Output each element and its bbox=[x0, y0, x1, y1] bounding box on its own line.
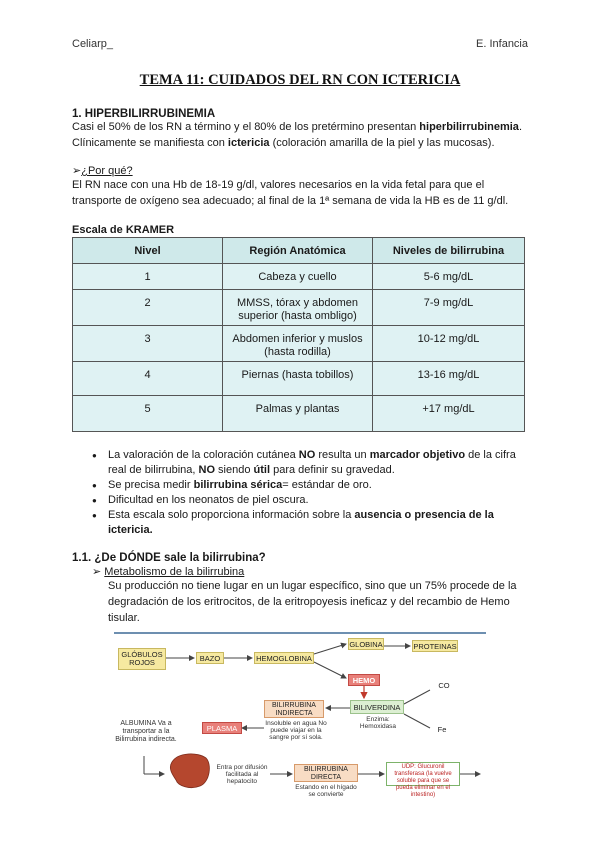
col-bili: Niveles de bilirrubina bbox=[373, 238, 525, 264]
b1-bold: NO bbox=[298, 449, 316, 461]
entra-note: Entra por difusión facilitada al hepatocito bbox=[216, 764, 268, 785]
s1-text-2: . bbox=[518, 121, 522, 133]
b4-bold: ausencia o presencia de la ictericia. bbox=[108, 509, 494, 536]
b1-bold: NO bbox=[198, 464, 215, 476]
cell-region: Abdomen inferior y muslos (hasta rodilla) bbox=[223, 326, 373, 362]
b1-bold: útil bbox=[253, 464, 271, 476]
section11-sub-label: Metabolismo de la bilirrubina bbox=[104, 566, 245, 578]
s1-bold-icteria: ictericia bbox=[227, 137, 270, 149]
b2-text: Se precisa medir bbox=[108, 479, 194, 491]
box-globina: GLOBINA bbox=[349, 640, 383, 649]
page-title: TEMA 11: CUIDADOS DEL RN CON ICTERICIA bbox=[139, 72, 461, 88]
table-row bbox=[73, 264, 525, 290]
list-item bbox=[92, 448, 532, 478]
bili-indirecta-note: Insoluble en agua No puede viajar en la sangre por sí sola. bbox=[265, 720, 327, 741]
cell-region: MMSS, tórax y abdomen superior (hasta ombligo) bbox=[223, 290, 373, 326]
b2-text: = estándar de oro. bbox=[282, 479, 372, 491]
cell-bili: 7-9 mg/dL bbox=[373, 290, 525, 326]
header-right: E. Infancia bbox=[476, 38, 528, 50]
kramer-notes-list bbox=[92, 448, 532, 538]
why-label: ¿Por qué? bbox=[81, 165, 133, 177]
label-fe: Fe bbox=[437, 725, 447, 734]
header-left: Celiarp_ bbox=[72, 38, 113, 50]
col-nivel: Nivel bbox=[73, 238, 223, 264]
box-plasma: PLASMA bbox=[202, 722, 242, 734]
enzima-note: Enzima: Hemoxidasa bbox=[359, 716, 397, 730]
arrow-icon: ➢ bbox=[72, 165, 82, 177]
b1-text: La valoración de la coloración cutánea bbox=[108, 449, 299, 461]
arrow-icon: ➢ bbox=[92, 566, 102, 578]
box-biliverdina: BILIVERDINA bbox=[350, 700, 404, 714]
box-udp: UDP: Glucuronil transferasa (la vuelve soluble para que se pueda eliminar en el intestino) bbox=[386, 762, 460, 786]
cell-bili: 5-6 mg/dL bbox=[373, 264, 525, 290]
albumina-note: ALBUMINA Va a transportar a la Bilirrubina indirecta. bbox=[115, 720, 177, 743]
cell-region: Palmas y plantas bbox=[223, 396, 373, 432]
s1-text-1: Casi el 50% de los RN a término y el 80% de los pretérmino presentan bbox=[72, 121, 420, 133]
s11-line-2: degradación de los eritrocitos, de la eritropoyesis ineficaz y del recambio de Hemo bbox=[108, 596, 510, 608]
b1-bold: marcador objetivo bbox=[369, 449, 466, 461]
table-row bbox=[73, 290, 525, 326]
kramer-table bbox=[72, 237, 525, 432]
col-region: Región Anatómica bbox=[223, 238, 373, 264]
b4-text: Esta escala solo proporciona información sobre la bbox=[108, 509, 355, 521]
box-hemo: HEMO bbox=[348, 674, 380, 686]
why-paragraph bbox=[72, 177, 542, 209]
b2-bold: bilirrubina sérica bbox=[193, 479, 283, 491]
table-row bbox=[73, 326, 525, 362]
box-globulos: GLÓBULOS ROJOS bbox=[118, 648, 166, 670]
section1-paragraph bbox=[72, 119, 542, 151]
box-hemoglobina: HEMOGLOBINA bbox=[254, 652, 314, 664]
list-item bbox=[92, 478, 532, 493]
b1-text: resulta un bbox=[315, 449, 370, 461]
section11-paragraph bbox=[108, 578, 528, 626]
s11-line-1: Su producción no tiene lugar en un lugar específico, sino que un 75% procede de la bbox=[108, 580, 517, 592]
bili-directa-note: Estando en el hígado se convierte bbox=[295, 784, 357, 798]
b1-text: de la cifra real de bilirrubina, bbox=[108, 449, 516, 476]
cell-bili: +17 mg/dL bbox=[373, 396, 525, 432]
bilirubin-metabolism-diagram bbox=[114, 634, 486, 808]
liver-icon bbox=[170, 754, 209, 788]
cell-nivel: 4 bbox=[73, 362, 223, 396]
box-bazo: BAZO bbox=[196, 652, 224, 664]
cell-bili: 13-16 mg/dL bbox=[373, 362, 525, 396]
kramer-title: Escala de KRAMER bbox=[72, 224, 175, 236]
why-line-1: El RN nace con una Hb de 18-19 g/dl, valores necesarios en la vida fetal para que el bbox=[72, 179, 485, 191]
section11-heading: 1.1. ¿De DÓNDE sale la bilirrubina? bbox=[72, 552, 266, 564]
cell-region: Piernas (hasta tobillos) bbox=[223, 362, 373, 396]
s1-text-3: Clínicamente se manifiesta con bbox=[72, 137, 228, 149]
cell-region: Cabeza y cuello bbox=[223, 264, 373, 290]
label-co: CO bbox=[438, 681, 450, 690]
why-line-2: transporte de oxígeno sea adecuado; al final de la 1ª semana de vida la HB es de 11 g/dl. bbox=[72, 195, 509, 207]
box-bili-indirecta: BILIRRUBINA INDIRECTA bbox=[264, 700, 324, 718]
cell-bili: 10-12 mg/dL bbox=[373, 326, 525, 362]
cell-nivel: 3 bbox=[73, 326, 223, 362]
box-bili-directa: BILIRRUBINA DIRECTA bbox=[294, 764, 358, 782]
table-row bbox=[73, 396, 525, 432]
b1-text: para definir su gravedad. bbox=[270, 464, 395, 476]
s11-line-3: tisular. bbox=[108, 612, 140, 624]
table-row bbox=[73, 362, 525, 396]
list-item: ● Dificultad en los neonatos de piel oscura. bbox=[92, 493, 532, 508]
b1-text: siendo bbox=[215, 464, 254, 476]
s1-bold-hiper: hiperbilirrubinemia bbox=[419, 121, 519, 133]
cell-nivel: 1 bbox=[73, 264, 223, 290]
cell-nivel: 5 bbox=[73, 396, 223, 432]
box-proteinas: PROTEINAS bbox=[413, 642, 457, 651]
s1-text-4: (coloración amarilla de la piel y las mucosas). bbox=[269, 137, 495, 149]
cell-nivel: 2 bbox=[73, 290, 223, 326]
list-item bbox=[92, 508, 532, 538]
section1-heading: 1. HIPERBILIRRUBINEMIA bbox=[72, 108, 216, 120]
